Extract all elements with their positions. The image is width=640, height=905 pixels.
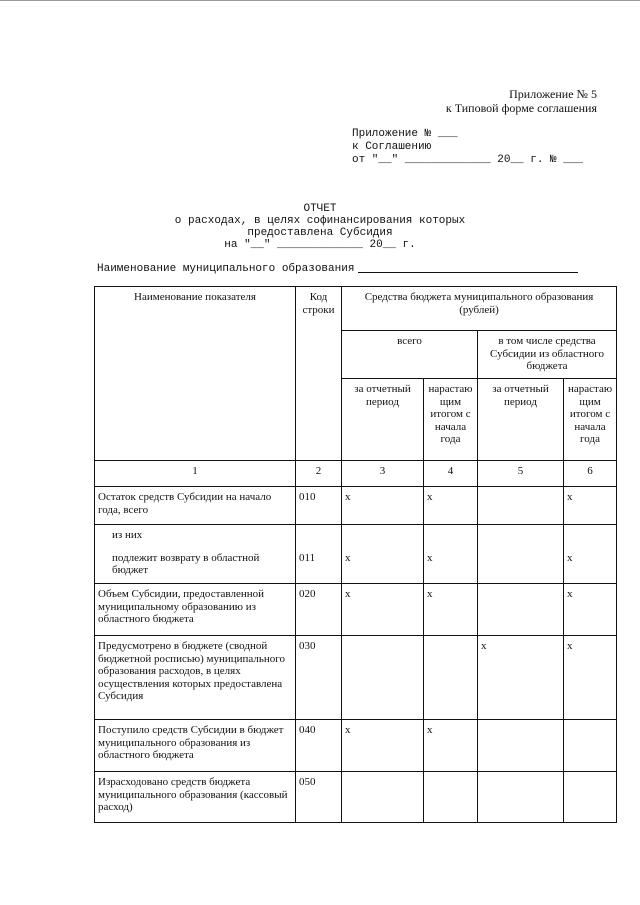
table-row (95, 487, 617, 525)
cell-col4[interactable]: x (424, 487, 478, 525)
header-including-subsidy: в том числе средства Субсидии из областного бюджета (478, 331, 617, 379)
cell-col6[interactable] (564, 772, 617, 823)
cell-col3[interactable]: x (342, 584, 424, 636)
cell-col6[interactable]: x (564, 487, 617, 525)
table-row (95, 636, 617, 720)
row-indicator: Предусмотрено в бюджете (сводной бюджетной росписью) муниципального образования расходов, в целях осуществления которых предоставлена Субсидия (95, 636, 296, 720)
row-code (296, 525, 342, 548)
header-row-1 (95, 287, 617, 331)
municipality-field[interactable] (358, 272, 578, 273)
cell-col5[interactable]: x (478, 636, 564, 720)
table-row (95, 525, 617, 548)
cell-col4[interactable]: x (424, 584, 478, 636)
column-number: 3 (342, 461, 424, 487)
table-row (95, 584, 617, 636)
cell-col5[interactable] (478, 487, 564, 525)
header-reporting-period-subsidy: за отчетный период (478, 379, 564, 461)
appendix-number: Приложение № 5 (509, 87, 597, 101)
cell-col5[interactable] (478, 720, 564, 772)
cell-col4[interactable] (424, 772, 478, 823)
row-code: 040 (296, 720, 342, 772)
cell-col4[interactable] (424, 525, 478, 548)
row-indicator: Объем Субсидии, предоставленной муниципальному образованию из областного бюджета (95, 584, 296, 636)
table-row (95, 548, 617, 584)
cell-col4[interactable]: x (424, 548, 478, 584)
column-number: 6 (564, 461, 617, 487)
report-subtitle-2: предоставлена Субсидия (247, 227, 393, 239)
header-row-code: Код строки (296, 287, 342, 461)
column-numbers-row (95, 461, 617, 487)
row-indicator: Остаток средств Субсидии на начало года, всего (95, 487, 296, 525)
cell-col3[interactable]: x (342, 720, 424, 772)
header-indicator-name: Наименование показателя (95, 287, 296, 461)
cell-col6[interactable] (564, 525, 617, 548)
report-table (94, 286, 617, 823)
column-number: 1 (95, 461, 296, 487)
agreement-date-number: от "__" _____________ 20__ г. № ___ (352, 154, 584, 166)
top-border-line (0, 0, 640, 1)
row-indicator: Израсходовано средств бюджета муниципального образования (кассовый расход) (95, 772, 296, 823)
cell-col3[interactable] (342, 772, 424, 823)
row-code: 011 (296, 548, 342, 584)
agreement-appendix-number: Приложение № ___ (352, 128, 458, 140)
report-date: на "__" _____________ 20__ г. (224, 239, 416, 251)
agreement-ref: к Соглашению (352, 141, 432, 153)
row-code: 020 (296, 584, 342, 636)
row-code: 050 (296, 772, 342, 823)
cell-col6[interactable] (564, 720, 617, 772)
cell-col4[interactable] (424, 636, 478, 720)
table-row (95, 720, 617, 772)
cell-col3[interactable] (342, 636, 424, 720)
cell-col3[interactable]: x (342, 548, 424, 584)
column-number: 4 (424, 461, 478, 487)
cell-col3[interactable]: x (342, 487, 424, 525)
appendix-form-ref: к Типовой форме соглашения (445, 101, 597, 115)
row-indicator: подлежит возврату в областной бюджет (95, 548, 296, 584)
row-code: 010 (296, 487, 342, 525)
cell-col5[interactable] (478, 584, 564, 636)
table-row (95, 772, 617, 823)
header-municipal-budget-funds: Средства бюджета муниципального образования (рублей) (342, 287, 617, 331)
cell-col6[interactable]: x (564, 636, 617, 720)
report-title: ОТЧЕТ (303, 203, 337, 215)
header-reporting-period-total: за отчетный период (342, 379, 424, 461)
cell-col4[interactable]: x (424, 720, 478, 772)
cell-col6[interactable]: x (564, 584, 617, 636)
row-indicator: Поступило средств Субсидии в бюджет муниципального образования из областного бюджета (95, 720, 296, 772)
cell-col5[interactable] (478, 548, 564, 584)
cell-col3[interactable] (342, 525, 424, 548)
cell-col6[interactable]: x (564, 548, 617, 584)
municipality-label: Наименование муниципального образования (97, 263, 355, 275)
row-code: 030 (296, 636, 342, 720)
report-subtitle-1: о расходах, в целях софинансирования которых (174, 215, 466, 227)
column-number: 5 (478, 461, 564, 487)
column-number: 2 (296, 461, 342, 487)
header-cumulative-total: нарастаю щим итогом с начала года (424, 379, 478, 461)
header-cumulative-subsidy: нарастаю щим итогом с начала года (564, 379, 617, 461)
header-total: всего (342, 331, 478, 379)
row-indicator: из них (95, 525, 296, 548)
cell-col5[interactable] (478, 525, 564, 548)
cell-col5[interactable] (478, 772, 564, 823)
